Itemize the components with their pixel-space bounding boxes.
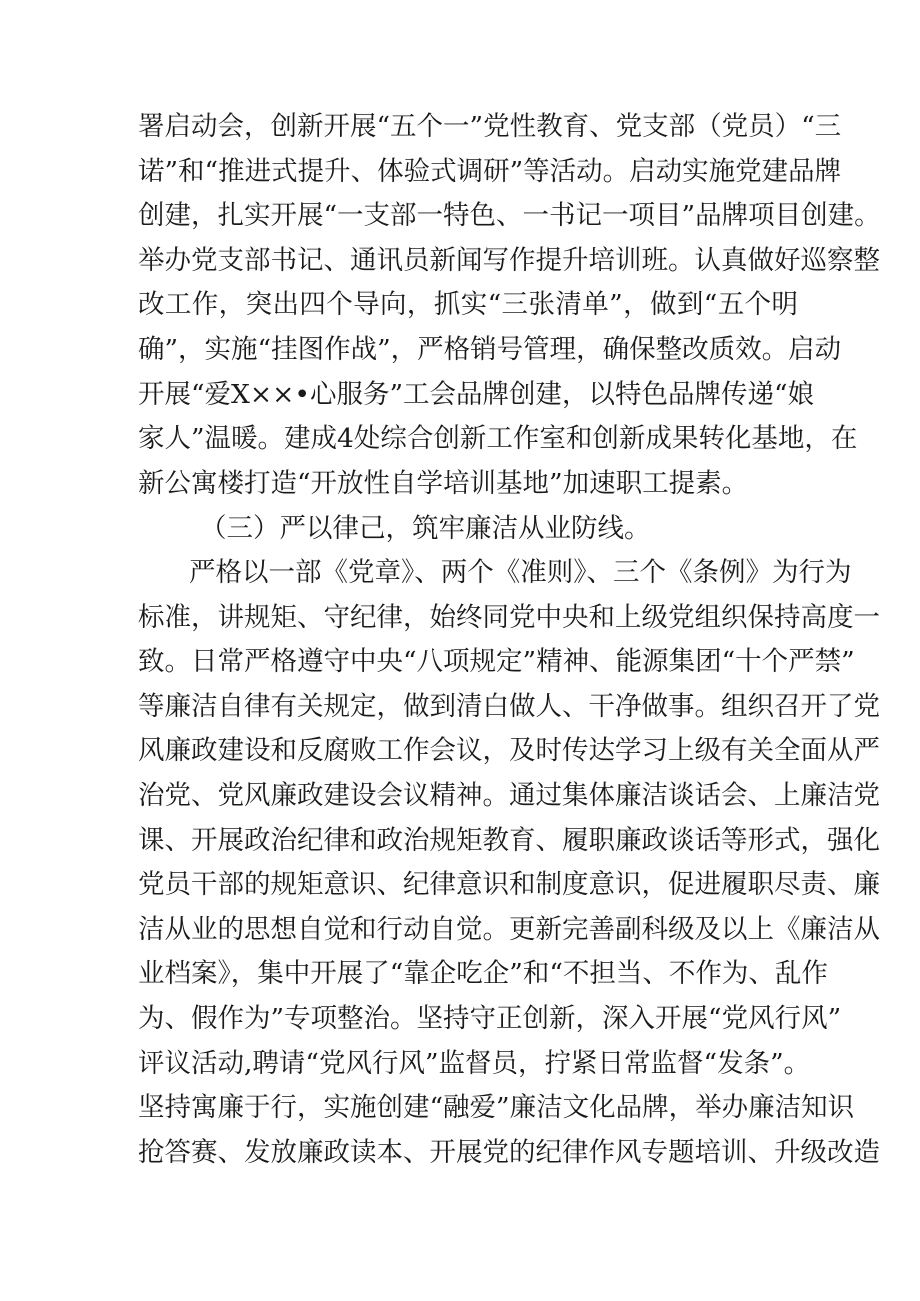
paragraph-integrity <box>138 551 880 1175</box>
text-line: 标准，讲规矩、守纪律，始终同党中央和上级党组织保持高度一 <box>138 601 880 633</box>
text-line: 致。日常严格遵守中央“八项规定”精神、能源集团“十个严禁” <box>138 646 855 678</box>
text-line: 新公寓楼打造“开放性自学培训基地”加速职工提素。 <box>138 467 749 499</box>
text-line: 业档案》，集中开展了“靠企吃企”和“不担当、不作为、乱作 <box>138 958 828 990</box>
text-line: 确”，实施“挂图作战”，严格销号管理，确保整改质效。启动 <box>138 333 842 365</box>
text-line: 党员干部的规矩意识、纪律意识和制度意识，促进履职尽责、廉 <box>138 869 880 901</box>
text-line: 评议活动,聘请“党风行风”监督员，拧紧日常监督“发条”。 <box>138 1047 811 1079</box>
section-heading-text: （三）严以律己，筑牢廉洁从业防线。 <box>200 513 651 544</box>
text-line: 开展“爱X××•心服务”工会品牌创建，以特色品牌传递“娘 <box>138 378 815 410</box>
text-line: 治党、党风廉政建设会议精神。通过集体廉洁谈话会、上廉洁党 <box>138 779 880 811</box>
section-heading <box>200 507 700 552</box>
text-line: 改工作，突出四个导向，抓实“三张清单”，做到“五个明 <box>138 289 798 321</box>
text-line: 等廉洁自律有关规定，做到清白做人、干净做事。组织召开了党 <box>138 690 880 722</box>
text-line: 诺”和“推进式提升、体验式调研”等活动。启动实施党建品牌 <box>138 155 842 187</box>
text-line: 创建，扎实开展“一支部一特色、一书记一项目”品牌项目创建。 <box>138 200 881 232</box>
text-line: 署启动会，创新开展“五个一”党性教育、党支部（党员）“三 <box>138 111 842 142</box>
text-line: 洁从业的思想自觉和行动自觉。更新完善副科级及以上《廉洁从 <box>138 913 880 945</box>
text-line: 为、假作为”专项整治。坚持守正创新，深入开展“党风行风” <box>138 1002 842 1034</box>
text-line: 风廉政建设和反腐败工作会议，及时传达学习上级有关全面从严 <box>138 735 880 767</box>
paragraph-party-building <box>138 105 881 506</box>
text-line: 坚持寓廉于行，实施创建“融爱”廉洁文化品牌，举办廉洁知识 <box>138 1092 855 1124</box>
text-line: 严格以一部《党章》、两个《准则》、三个《条例》为行为 <box>189 557 852 588</box>
text-line: 家人”温暖。建成4处综合创新工作室和创新成果转化基地，在 <box>138 423 858 455</box>
text-line: 举办党支部书记、通讯员新闻写作提升培训班。认真做好巡察整 <box>138 244 880 276</box>
text-line: 抢答赛、发放廉政读本、开展党的纪律作风专题培训、升级改造 <box>138 1136 880 1168</box>
text-line: 课、开展政治纪律和政治规矩教育、履职廉政谈话等形式，强化 <box>138 824 880 856</box>
